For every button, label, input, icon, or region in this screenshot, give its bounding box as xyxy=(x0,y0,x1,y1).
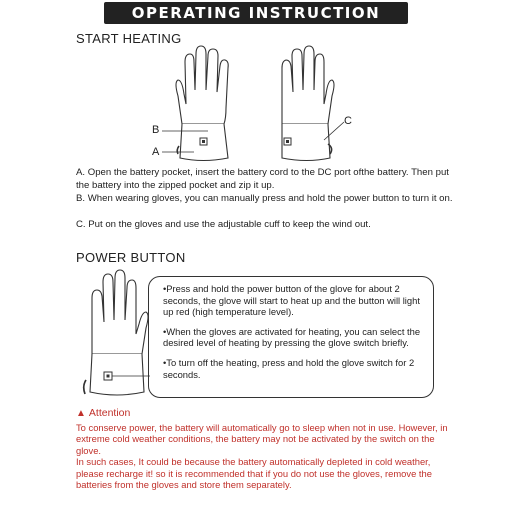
power-bullet-2: •When the gloves are activated for heating, you can select the desired level of heating by pressing the glove switch briefly. xyxy=(163,325,421,349)
glove-back-illustration xyxy=(262,44,342,164)
power-button-instructions xyxy=(148,276,434,398)
glove-power-outline xyxy=(92,270,148,354)
label-a-line xyxy=(162,146,202,156)
power-button-title: POWER BUTTON xyxy=(76,250,186,265)
attention-line-1: To conserve power, the battery will automatically go to sleep when not in use. However, in extreme cold weather conditions, the battery may not be activated by the switch on the glove. xyxy=(76,422,448,456)
power-bullet-1: •Press and hold the power button of the glove for about 2 seconds, the glove will start to heat up and the button will light up red (high temperature level). xyxy=(163,283,420,318)
attention-text xyxy=(76,422,448,490)
glove-front-outline xyxy=(176,46,228,124)
step-a-text: A. Open the battery pocket, insert the battery cord to the DC port ofthe battery. Then put the battery into the zipped pocket and zip it up. xyxy=(76,167,449,191)
page-title: OPERATING INSTRUCTION xyxy=(104,2,408,24)
power-bullet-3: •To turn off the heating, press and hold the glove switch for 2 seconds. xyxy=(163,356,415,380)
start-heating-title: START HEATING xyxy=(76,31,182,46)
attention-heading xyxy=(76,407,130,419)
label-c: C xyxy=(344,115,352,127)
glove-back-outline xyxy=(282,46,334,124)
warning-icon: ▲ xyxy=(76,408,86,419)
label-b: B xyxy=(152,124,160,136)
attention-title: Attention xyxy=(88,407,131,419)
label-a: A xyxy=(152,146,160,158)
label-b-line xyxy=(162,126,212,136)
step-b-text: B. When wearing gloves, you can manually press and hold the power button to turn it on. xyxy=(76,193,453,204)
step-c-text: C. Put on the gloves and use the adjustable cuff to keep the wind out. xyxy=(76,219,371,230)
power-cord-icon xyxy=(84,380,86,394)
attention-line-2: In such cases, It could be because the battery automatically depleted in cold weather, please recharge it! so it is recommended that if you do not use the gloves, remove the batteries from the gloves and store them separately. xyxy=(76,456,432,491)
